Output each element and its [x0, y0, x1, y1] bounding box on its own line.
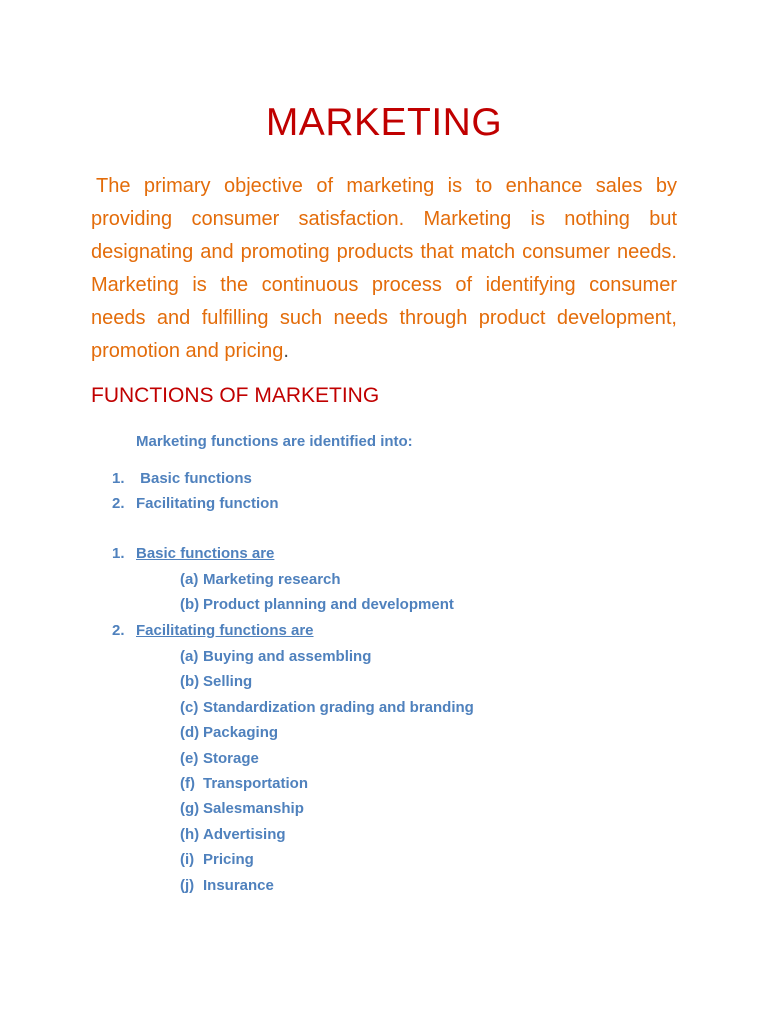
- item-text: Insurance: [203, 877, 274, 894]
- item-letter: (j): [180, 877, 195, 894]
- overview-item-facilitating: [112, 493, 279, 515]
- item-text: Storage: [203, 750, 259, 767]
- list-lead-text: Marketing functions are identified into:: [136, 433, 413, 450]
- list-number: 2.: [112, 622, 125, 639]
- list-item-label: Basic functions: [136, 470, 252, 487]
- facilitating-item: [180, 875, 274, 897]
- basic-item: [180, 594, 454, 616]
- item-letter: (e): [180, 750, 199, 767]
- overview-item-basic: [112, 468, 252, 490]
- item-letter: (b): [180, 673, 200, 690]
- facilitating-item: [180, 773, 308, 795]
- facilitating-item: [180, 722, 278, 744]
- list-number: 1.: [112, 470, 125, 487]
- item-letter: (g): [180, 800, 200, 817]
- basic-functions-heading: [112, 543, 274, 565]
- intro-text: The primary objective of marketing is to enhance sales by providing consumer satisfaction. Marketing is nothing but designating and promoting products that match consumer needs. Marketing is the continuous process of identifying consumer needs and fulfilling such needs through product development, promotion and pricing: [91, 175, 677, 362]
- item-text: Packaging: [203, 724, 279, 741]
- facilitating-item: [180, 824, 286, 846]
- list-number: 2.: [112, 495, 125, 512]
- item-letter: (a): [180, 648, 199, 665]
- list-heading-label: Basic functions are: [136, 545, 275, 562]
- item-text: Product planning and development: [203, 596, 454, 613]
- item-text: Selling: [203, 673, 253, 690]
- list-item-label: Facilitating function: [136, 495, 279, 512]
- list-number: 1.: [112, 545, 125, 562]
- item-letter: (d): [180, 724, 200, 741]
- list-heading-label: Facilitating functions are: [136, 622, 314, 639]
- facilitating-item: [180, 646, 371, 668]
- item-text: Standardization grading and branding: [203, 699, 474, 716]
- item-text: Marketing research: [203, 571, 341, 588]
- facilitating-item: [180, 671, 252, 693]
- item-text: Advertising: [203, 826, 286, 843]
- intro-end-punctuation: .: [283, 340, 289, 362]
- item-text: Salesmanship: [203, 800, 304, 817]
- basic-item: [180, 569, 341, 591]
- facilitating-item: [180, 849, 254, 871]
- item-letter: (f): [180, 775, 195, 792]
- intro-paragraph: [91, 170, 677, 368]
- item-letter: (i): [180, 851, 195, 868]
- item-letter: (c): [180, 699, 199, 716]
- item-text: Pricing: [203, 851, 254, 868]
- item-letter: (a): [180, 571, 199, 588]
- item-letter: (h): [180, 826, 200, 843]
- document-title: MARKETING: [265, 101, 503, 144]
- facilitating-item: [180, 697, 474, 719]
- section-heading: FUNCTIONS OF MARKETING: [91, 384, 380, 407]
- item-text: Transportation: [203, 775, 309, 792]
- facilitating-item: [180, 798, 304, 820]
- item-letter: (b): [180, 596, 200, 613]
- facilitating-item: [180, 748, 259, 770]
- facilitating-functions-heading: [112, 620, 314, 642]
- item-text: Buying and assembling: [203, 648, 372, 665]
